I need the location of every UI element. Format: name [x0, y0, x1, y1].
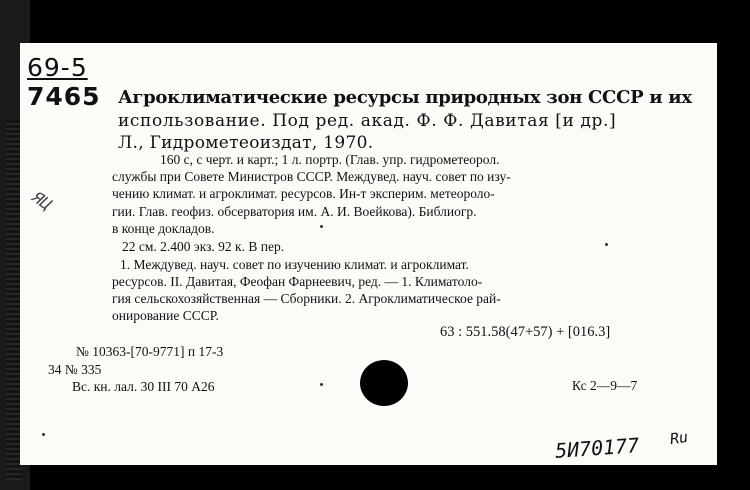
speck: [605, 243, 608, 246]
handwritten-corner-mark: Ru: [668, 427, 690, 449]
udc-index: 63 : 551.58(47+57) + [016.3]: [440, 324, 611, 340]
description-line-5: в конце докладов.: [112, 221, 215, 236]
approval-line: Вс. кн. лал. 30 III 70 А26: [72, 379, 215, 394]
imprint-line: Л., Гидрометеоиздат, 1970.: [118, 133, 374, 153]
description-line-4: гии. Глав. геофиз. обсерватория им. А. И. Воейкова). Библиогр.: [112, 204, 477, 219]
margin-handwritten-mark: ЯЦ: [28, 187, 56, 214]
tracing-line-1: 1. Междувед. науч. совет по изучению климат. и агроклимат.: [120, 257, 469, 272]
order-number: № 10363-[70-9771] п 17-3: [76, 344, 224, 359]
title-line-2: использование. Под ред. акад. Ф. Ф. Давитая [и др.]: [118, 111, 617, 131]
tracing-line-3: гия сельскохозяйственная — Сборники. 2. Агроклиматическое рай-: [112, 291, 501, 306]
handwritten-number: 5И70177: [554, 433, 641, 463]
speck: [320, 225, 323, 228]
order-number-2: 34 № 335: [48, 362, 102, 377]
speck: [42, 433, 45, 436]
format-price-line: 22 см. 2.400 экз. 92 к. В пер.: [122, 239, 285, 254]
call-number-top: 69-5: [27, 53, 88, 82]
card-title: Агроклиматические ресурсы природных зон СССР и их: [118, 87, 692, 108]
classification-index: Кс 2—9—7: [572, 378, 638, 393]
tracing-line-2: ресурсов. II. Давитая, Феофан Фарнеевич, ред. — 1. Климатоло-: [112, 274, 483, 289]
catalog-card: [20, 43, 717, 465]
punch-hole: [360, 360, 408, 406]
scan-top-margin: [0, 0, 750, 43]
call-number-bottom: 7465: [27, 82, 101, 111]
description-line-2: службы при Совете Министров СССР. Междувед. науч. совет по изу-: [112, 169, 511, 184]
description-line-1: 160 с, с черт. и карт.; 1 л. портр. (Глав. упр. гидрометеорол.: [160, 152, 500, 167]
speck: [320, 383, 323, 386]
tracing-line-4: онирование СССР.: [112, 308, 219, 323]
description-line-3: чению климат. и агроклимат. ресурсов. Ин-т эксперим. метеороло-: [112, 186, 495, 201]
